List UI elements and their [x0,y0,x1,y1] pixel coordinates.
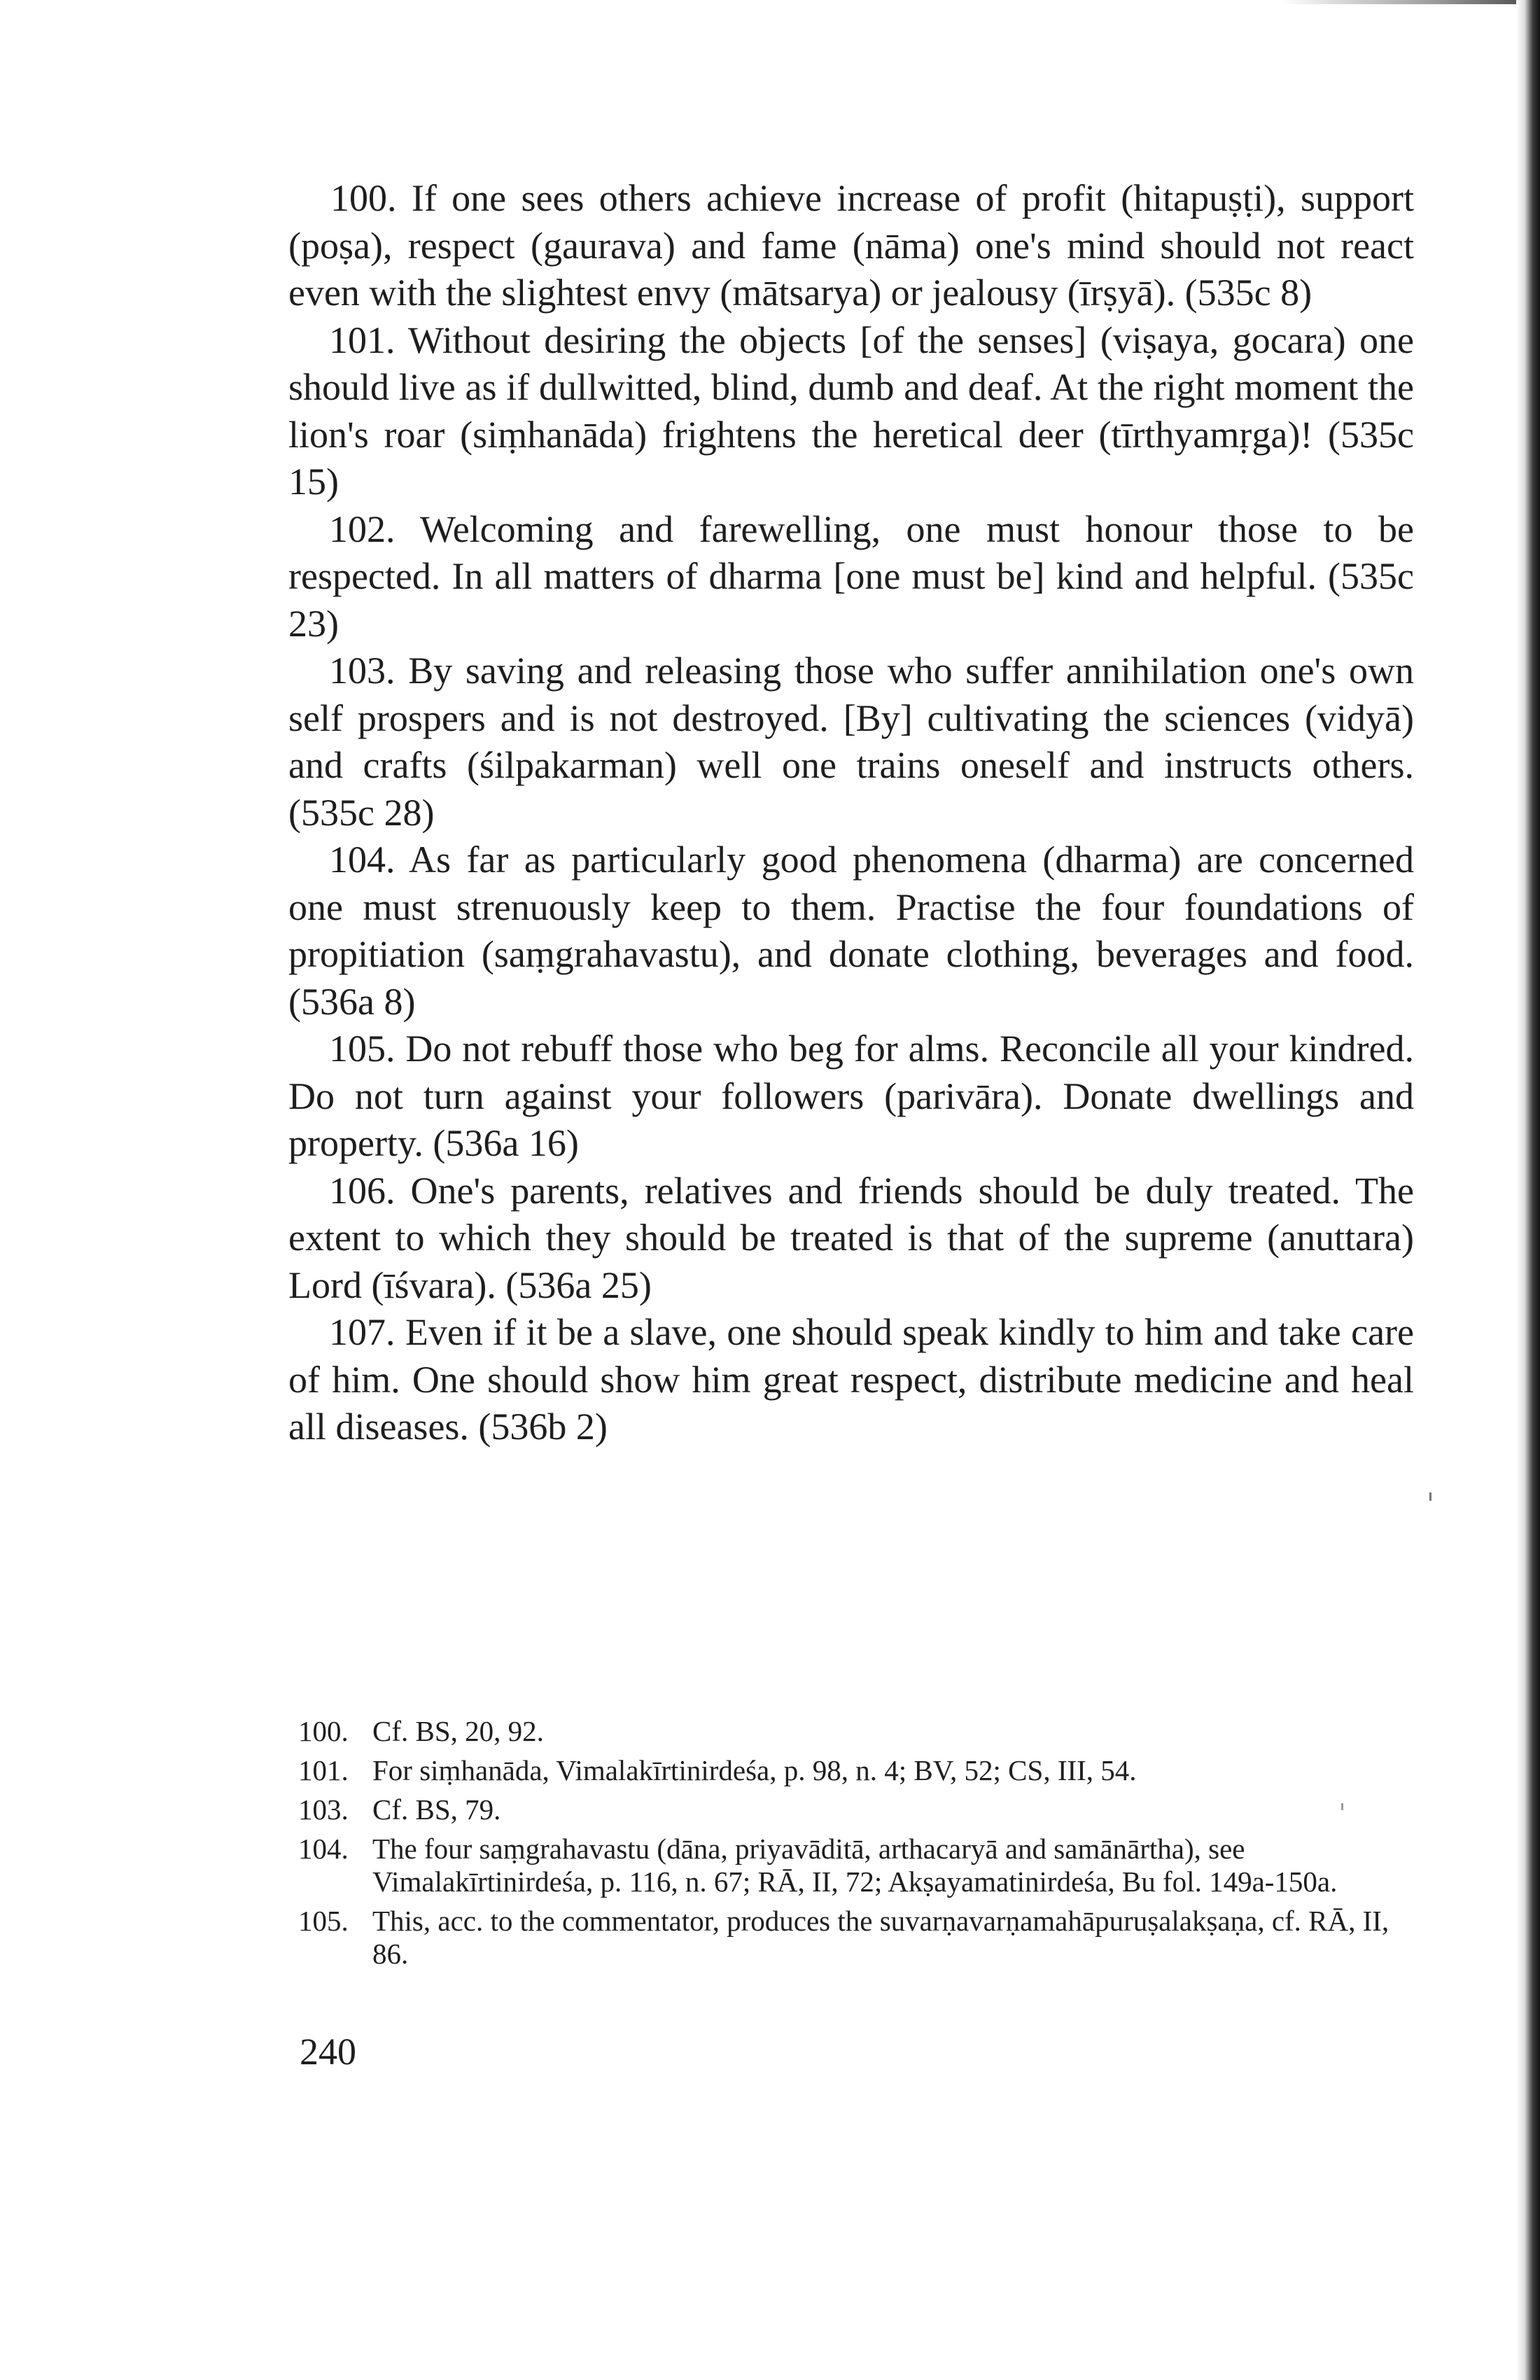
footnote-number: 101. [298,1754,349,1786]
footnote-text: Cf. BS, 79. [372,1793,501,1826]
paragraph-text: As far as particularly good phenomena (dharma) are concerned one must strenuously keep to them. Practise the four foundations of propitiation (saṃgrahavastu), and donate clothing, beverages and food. (536a 8) [288,839,1414,1023]
footnote-text: The four saṃgrahavastu (dāna, priyavāditā, arthacaryā and samānārtha), see Vimalakīrtinirdeśa, p. 116, n. 67; RĀ, II, 72; Akṣayamatinirdeśa, Bu fol. 149a-150a. [372,1833,1338,1898]
paragraph-text: Welcoming and farewelling, one must honour those to be respected. In all matters of dharma [one must be] kind and helpful. (535c 23) [288,507,1415,645]
footnote-101 [288,1754,1414,1787]
footnote-text: This, acc. to the commentator, produces the suvarṇavarṇamahāpuruṣalakṣaṇa, cf. RĀ, II, 86. [372,1905,1390,1970]
scan-top-edge [1281,0,1540,4]
footnote-text: For siṃhanāda, Vimalakīrtinirdeśa, p. 98, n. 4; BV, 52; CS, III, 54. [372,1754,1137,1786]
footnote-number: 105. [298,1905,349,1937]
footnote-number: 104. [298,1833,349,1865]
paragraph-101 [288,317,1414,506]
paragraph-number: 101. [329,318,396,361]
scan-speck [1429,1492,1432,1501]
paragraph-106 [288,1168,1414,1310]
paragraph-104 [288,836,1414,1026]
paragraph-text: Do not rebuff those who beg for alms. Reconcile all your kindred. Do not turn against your followers (parivāra). Donate dwellings and property. (536a 16) [288,1028,1414,1164]
paragraph-number: 104. [329,839,396,881]
paragraph-text: Even if it be a slave, one should speak kindly to him and take care of him. One should show him great respect, distribute medicine and heal all diseases. (536b 2) [288,1311,1415,1448]
footnote-100 [288,1715,1414,1748]
footnote-number: 100. [298,1715,349,1747]
footnote-number: 103. [298,1793,349,1826]
paragraph-number: 100. [330,177,397,219]
paragraph-number: 102. [329,507,396,550]
paragraph-text: By saving and releasing those who suffer annihilation one's own self prospers and is not destroyed. [By] cultivating the sciences (vidyā) and crafts (śilpakarman) well one trains oneself and instructs others. (535c 28) [288,650,1414,834]
footnote-104 [288,1833,1414,1898]
paragraph-text: If one sees others achieve increase of profit (hitapuṣṭi), support (poṣa), respect (gaurava) and fame (nāma) one's mind should not react even with the slightest envy (mātsarya) or jealousy (īrṣyā). (535c 8) [288,177,1415,314]
main-text [288,175,1414,1451]
paragraph-text: One's parents, relatives and friends should be duly treated. The extent to which they should be treated is that of the supreme (anuttara) Lord (īśvara). (536a 25) [288,1169,1414,1306]
footnotes [288,1715,1414,1977]
paragraph-number: 105. [329,1028,396,1070]
paragraph-107 [288,1309,1414,1451]
paragraph-text: Without desiring the objects [of the senses] (viṣaya, gocara) one should live as if dullwitted, blind, dumb and deaf. At the right moment the lion's roar (siṃhanāda) frightens the heretical deer (tīrthyamṛga)! (535c 15) [288,318,1414,503]
paragraph-103 [288,648,1414,836]
scan-page-edge [1516,0,1540,2380]
footnote-103 [288,1793,1414,1826]
footnote-105 [288,1905,1414,1970]
paragraph-number: 103. [329,650,396,692]
paragraph-105 [288,1026,1414,1168]
paragraph-number: 106. [329,1169,396,1212]
paragraph-number: 107. [329,1311,396,1353]
footnote-text: Cf. BS, 20, 92. [372,1715,544,1747]
paragraph-102 [288,506,1414,648]
page-number: 240 [300,2031,356,2073]
paragraph-100 [288,175,1414,317]
